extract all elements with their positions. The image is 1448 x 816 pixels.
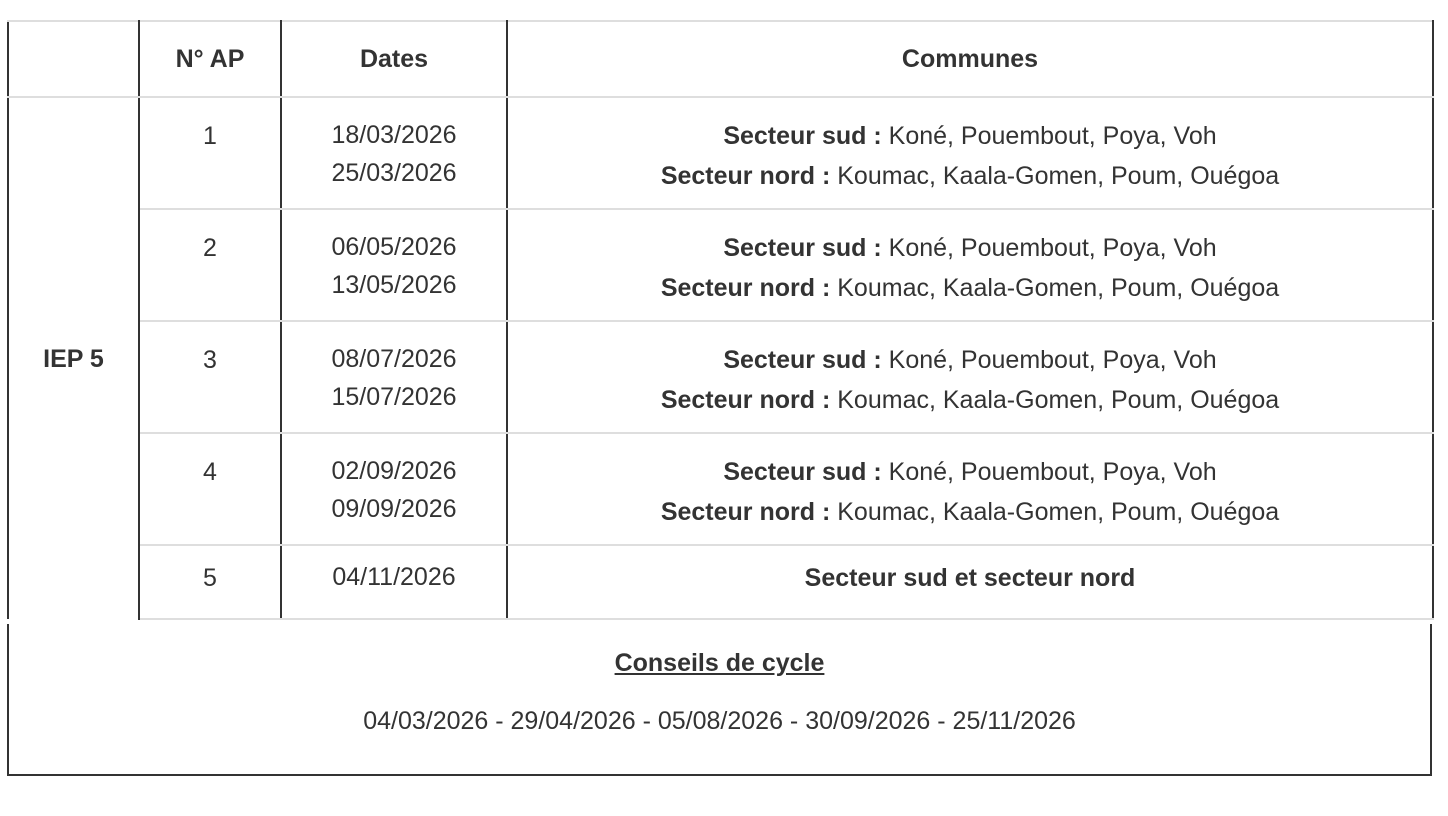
- ap-communes: [507, 545, 1433, 619]
- north-sector-label: Secteur nord :: [660, 498, 831, 526]
- header-communes: Communes: [507, 21, 1433, 97]
- north-sector-line: [508, 268, 1432, 308]
- schedule-table: [7, 20, 1434, 620]
- header-row: [8, 21, 1433, 97]
- south-sector-label: Secteur sud :: [723, 234, 882, 262]
- ap-communes: [507, 321, 1433, 433]
- ap-dates: [281, 321, 507, 433]
- ap-dates: [281, 97, 507, 209]
- south-sector-towns: Koné, Pouembout, Poya, Voh: [881, 122, 1217, 150]
- north-sector-line: [508, 156, 1432, 196]
- ap-number: 4: [139, 433, 281, 545]
- all-sectors-label: Secteur sud et secteur nord: [804, 564, 1136, 592]
- table-row: [8, 209, 1433, 321]
- cycle-councils-footer: [7, 624, 1432, 776]
- ap-number: 2: [139, 209, 281, 321]
- south-sector-towns: Koné, Pouembout, Poya, Voh: [881, 234, 1217, 262]
- table-row: [8, 545, 1433, 619]
- cycle-councils-dates: 04/03/2026 - 29/04/2026 - 05/08/2026 - 30/09/2026 - 25/11/2026: [363, 707, 1076, 735]
- schedule-table-wrapper: [7, 20, 1432, 620]
- north-sector-label: Secteur nord :: [660, 274, 831, 302]
- north-sector-label: Secteur nord :: [660, 162, 831, 190]
- ap-communes: [507, 209, 1433, 321]
- header-ap: N° AP: [139, 21, 281, 97]
- north-sector-line: [508, 492, 1432, 532]
- table-row: [8, 97, 1433, 209]
- south-sector-line: [508, 340, 1432, 380]
- north-sector-towns: Koumac, Kaala-Gomen, Poum, Ouégoa: [830, 498, 1280, 526]
- south-sector-towns: Koné, Pouembout, Poya, Voh: [881, 346, 1217, 374]
- header-dates: Dates: [281, 21, 507, 97]
- date-first: 04/11/2026: [332, 563, 456, 591]
- ap-dates: [281, 209, 507, 321]
- south-sector-line: [508, 452, 1432, 492]
- north-sector-label: Secteur nord :: [660, 386, 831, 414]
- north-sector-towns: Koumac, Kaala-Gomen, Poum, Ouégoa: [830, 386, 1280, 414]
- date-second: 15/07/2026: [331, 383, 457, 411]
- ap-dates: [281, 545, 507, 619]
- table-row: [8, 321, 1433, 433]
- ap-dates: [281, 433, 507, 545]
- group-label-iep: IEP 5: [8, 97, 139, 619]
- north-sector-towns: Koumac, Kaala-Gomen, Poum, Ouégoa: [830, 162, 1280, 190]
- south-sector-label: Secteur sud :: [723, 458, 882, 486]
- ap-communes: [507, 433, 1433, 545]
- north-sector-towns: Koumac, Kaala-Gomen, Poum, Ouégoa: [830, 274, 1280, 302]
- date-first: 08/07/2026: [331, 345, 457, 373]
- south-sector-label: Secteur sud :: [723, 346, 882, 374]
- ap-number: 1: [139, 97, 281, 209]
- north-sector-line: [508, 380, 1432, 420]
- date-second: 09/09/2026: [331, 495, 457, 523]
- cycle-councils-title: Conseils de cycle: [614, 649, 825, 677]
- date-first: 02/09/2026: [331, 457, 457, 485]
- south-sector-towns: Koné, Pouembout, Poya, Voh: [881, 458, 1217, 486]
- south-sector-line: [508, 228, 1432, 268]
- south-sector-label: Secteur sud :: [723, 122, 882, 150]
- date-first: 18/03/2026: [331, 121, 457, 149]
- south-sector-line: [508, 116, 1432, 156]
- date-first: 06/05/2026: [331, 233, 457, 261]
- table-row: [8, 433, 1433, 545]
- ap-number: 5: [139, 545, 281, 619]
- ap-communes: [507, 97, 1433, 209]
- header-group-cell: [8, 21, 139, 97]
- ap-number: 3: [139, 321, 281, 433]
- date-second: 25/03/2026: [331, 159, 457, 187]
- date-second: 13/05/2026: [331, 271, 457, 299]
